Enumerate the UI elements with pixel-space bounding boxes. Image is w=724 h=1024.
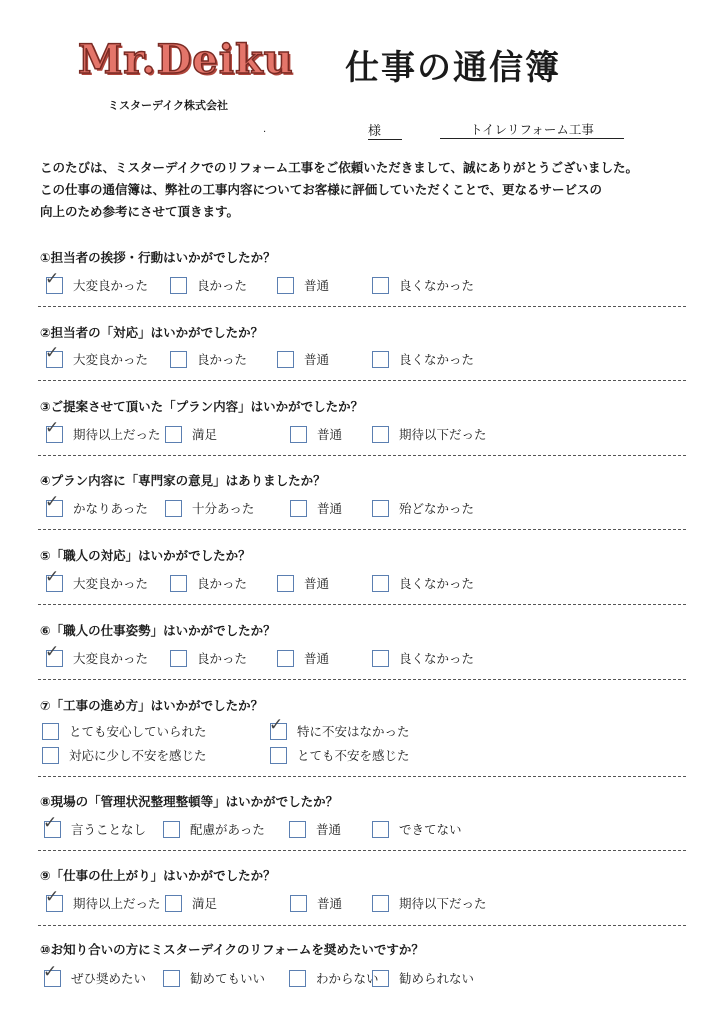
section-divider (38, 679, 686, 680)
option-label: 良かった (197, 352, 248, 367)
option-q10-3[interactable] (289, 968, 379, 988)
option-q1-3[interactable] (277, 275, 329, 295)
section-divider (38, 925, 686, 926)
checkbox[interactable] (372, 650, 389, 667)
checkbox[interactable] (45, 268, 63, 294)
company-name: ミスターデイク株式会社 (108, 99, 229, 112)
checkbox[interactable] (277, 277, 294, 294)
option-q4-4[interactable] (372, 498, 474, 518)
option-q8-3[interactable] (289, 819, 341, 839)
option-q3-3[interactable] (290, 424, 342, 444)
checkbox[interactable] (45, 417, 63, 443)
option-q9-3[interactable] (290, 893, 342, 913)
intro-line: この仕事の通信簿は、弊社の工事内容についてお客様に評価していただくことで、更なるサービスの (40, 182, 603, 197)
option-label: 良かった (197, 576, 248, 591)
option-label: 大変良かった (73, 278, 149, 293)
checkbox[interactable] (170, 650, 187, 667)
checkbox[interactable] (42, 723, 59, 740)
option-label: 普通 (317, 427, 343, 442)
checkbox[interactable] (277, 351, 294, 368)
option-q1-2[interactable] (170, 275, 247, 295)
option-label: 期待以下だった (399, 427, 487, 442)
checkbox[interactable] (290, 895, 307, 912)
option-q10-4[interactable] (372, 968, 474, 988)
checkbox[interactable] (372, 500, 389, 517)
option-label: 配慮があった (190, 822, 265, 837)
option-q4-2[interactable] (165, 498, 254, 518)
option-label: とても安心していられた (69, 724, 207, 739)
checkbox[interactable] (43, 961, 61, 987)
checkbox[interactable] (43, 812, 61, 838)
option-q7-2[interactable] (269, 714, 410, 741)
option-label: できてない (399, 822, 462, 837)
checkbox[interactable] (372, 575, 389, 592)
question-8: ⑧現場の「管理状況整理整頓等」はいかがでしたか？ (40, 794, 339, 809)
option-label: 十分あった (192, 501, 255, 516)
option-q8-4[interactable] (372, 819, 462, 839)
option-q9-2[interactable] (165, 893, 217, 913)
option-q1-4[interactable] (372, 275, 474, 295)
check-mark-icon: ✓ (45, 566, 60, 587)
option-label: 普通 (304, 352, 330, 367)
option-q5-4[interactable] (372, 573, 474, 593)
check-mark-icon: ✓ (45, 417, 60, 438)
option-label: 満足 (192, 896, 218, 911)
checkbox[interactable] (163, 970, 180, 987)
question-4: ④プラン内容に「専門家の意見」はありましたか？ (40, 473, 326, 488)
check-mark-icon: ✓ (45, 268, 60, 289)
option-label: 勧めてもいい (190, 971, 266, 986)
option-q9-1[interactable] (45, 886, 161, 913)
checkbox[interactable] (165, 895, 182, 912)
option-q3-4[interactable] (372, 424, 487, 444)
option-q4-1[interactable] (45, 491, 148, 518)
option-label: 良かった (197, 651, 248, 666)
checkbox[interactable] (42, 747, 59, 764)
option-q4-3[interactable] (290, 498, 342, 518)
option-q2-1[interactable] (45, 342, 149, 369)
checkbox[interactable] (372, 277, 389, 294)
checkbox[interactable] (163, 821, 180, 838)
document-title: 仕事の通信簿 (345, 48, 561, 88)
option-label: 言うことなし (71, 822, 147, 837)
option-q2-3[interactable] (277, 349, 329, 369)
option-q6-2[interactable] (170, 648, 247, 668)
section-divider (38, 529, 686, 530)
section-divider (38, 455, 686, 456)
check-mark-icon: ✓ (43, 812, 58, 833)
option-q7-4[interactable] (270, 745, 410, 765)
option-label: 良くなかった (399, 352, 475, 367)
option-q3-1[interactable] (45, 417, 161, 444)
customer-name-field: . (263, 124, 267, 135)
check-mark-icon: ✓ (45, 491, 60, 512)
option-label: 期待以上だった (73, 896, 161, 911)
checkbox[interactable] (372, 426, 389, 443)
option-label: 普通 (317, 501, 343, 516)
option-label: 普通 (317, 896, 343, 911)
checkbox[interactable] (290, 426, 307, 443)
check-mark-icon: ✓ (45, 886, 60, 907)
option-label: ぜひ奨めたい (71, 971, 147, 986)
option-q8-1[interactable] (43, 812, 147, 839)
option-label: 普通 (304, 651, 330, 666)
checkbox[interactable] (372, 821, 389, 838)
checkbox[interactable] (289, 821, 306, 838)
checkbox[interactable] (277, 575, 294, 592)
option-q5-2[interactable] (170, 573, 247, 593)
checkbox[interactable] (277, 650, 294, 667)
option-q3-2[interactable] (165, 424, 217, 444)
option-label: 良くなかった (399, 651, 475, 666)
option-q9-4[interactable] (372, 893, 487, 913)
question-9: ⑨「仕事の仕上がり」はいかがでしたか？ (40, 868, 276, 883)
company-logo: Mr.Deiku (78, 36, 294, 83)
checkbox[interactable] (372, 970, 389, 987)
option-q1-1[interactable] (45, 268, 149, 295)
section-divider (38, 850, 686, 851)
option-label: 普通 (316, 822, 342, 837)
option-q10-1[interactable] (43, 961, 147, 988)
option-q8-2[interactable] (163, 819, 265, 839)
checkbox[interactable] (170, 351, 187, 368)
option-label: 勧められない (399, 971, 475, 986)
checkbox[interactable] (270, 747, 287, 764)
option-label: 対応に少し不安を感じた (69, 748, 207, 763)
checkbox[interactable] (45, 566, 63, 592)
option-q2-2[interactable] (170, 349, 247, 369)
option-label: わからない (316, 971, 379, 986)
checkbox[interactable] (170, 277, 187, 294)
checkbox[interactable] (45, 641, 63, 667)
option-label: 良くなかった (399, 576, 475, 591)
checkbox[interactable] (372, 351, 389, 368)
checkbox[interactable] (269, 714, 287, 740)
option-q10-2[interactable] (163, 968, 265, 988)
option-label: 普通 (304, 278, 330, 293)
checkbox[interactable] (289, 970, 306, 987)
question-1: ①担当者の挨拶・行動はいかがでしたか？ (40, 250, 276, 265)
checkbox[interactable] (45, 342, 63, 368)
question-7: ⑦「工事の進め方」はいかがでしたか？ (40, 698, 264, 713)
question-2: ②担当者の「対応」はいかがでしたか？ (40, 325, 264, 340)
check-mark-icon: ✓ (45, 342, 60, 363)
section-divider (38, 604, 686, 605)
question-5: ⑤「職人の対応」はいかがでしたか？ (40, 548, 251, 563)
option-label: 殆どなかった (399, 501, 475, 516)
checkbox[interactable] (165, 500, 182, 517)
option-label: 満足 (192, 427, 218, 442)
question-10: ⑩お知り合いの方にミスターデイクのリフォームを奨めたいですか？ (40, 942, 424, 957)
option-q5-3[interactable] (277, 573, 329, 593)
option-label: 良かった (197, 278, 248, 293)
option-label: 大変良かった (73, 651, 149, 666)
option-label: 大変良かった (73, 576, 149, 591)
question-3: ③ご提案させて頂いた「プラン内容」はいかがでしたか？ (40, 399, 364, 414)
option-label: 特に不安はなかった (297, 724, 410, 739)
option-q5-1[interactable] (45, 566, 149, 593)
checkbox[interactable] (290, 500, 307, 517)
check-mark-icon: ✓ (43, 961, 58, 982)
intro-line: 向上のため参考にさせて頂きます。 (40, 204, 240, 219)
option-q6-3[interactable] (277, 648, 329, 668)
customer-honorific: 様 (368, 120, 402, 140)
option-label: かなりあった (73, 501, 148, 516)
intro-line: このたびは、ミスターデイクでのリフォーム工事をご依頼いただきまして、誠にありがとうございました。 (40, 160, 639, 175)
option-q6-4[interactable] (372, 648, 474, 668)
checkbox[interactable] (372, 895, 389, 912)
option-label: 良くなかった (399, 278, 475, 293)
option-q6-1[interactable] (45, 641, 149, 668)
work-type: トイレリフォーム工事 (440, 120, 624, 139)
section-divider (38, 306, 686, 307)
option-label: 大変良かった (73, 352, 149, 367)
section-divider (38, 380, 686, 381)
option-q7-1[interactable] (42, 721, 207, 741)
option-label: 期待以上だった (73, 427, 161, 442)
checkbox[interactable] (165, 426, 182, 443)
checkbox[interactable] (45, 491, 63, 517)
section-divider (38, 776, 686, 777)
option-label: 期待以下だった (399, 896, 487, 911)
question-6: ⑥「職人の仕事姿勢」はいかがでしたか？ (40, 623, 276, 638)
checkbox[interactable] (45, 886, 63, 912)
option-q2-4[interactable] (372, 349, 474, 369)
option-label: とても不安を感じた (297, 748, 410, 763)
check-mark-icon: ✓ (45, 641, 60, 662)
option-label: 普通 (304, 576, 330, 591)
option-q7-3[interactable] (42, 745, 207, 765)
check-mark-icon: ✓ (269, 714, 284, 735)
intro-text (40, 157, 690, 223)
checkbox[interactable] (170, 575, 187, 592)
